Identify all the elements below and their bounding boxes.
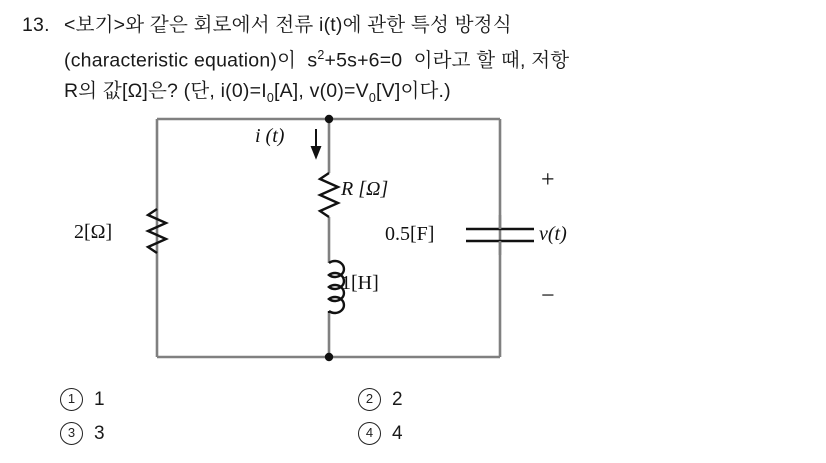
current-arrow: [312, 129, 320, 157]
question-line-2: [64, 40, 812, 76]
choice-marker-4: 4: [358, 422, 381, 445]
answer-choices: [60, 388, 760, 456]
resistor-r-label: R [Ω]: [341, 178, 389, 200]
choice-4[interactable]: [358, 422, 403, 445]
resistor-2ohm-label: 2[Ω]: [74, 221, 113, 243]
junction-dot-bottom: [325, 353, 333, 361]
choice-marker-1: 1: [60, 388, 83, 411]
choice-row-1: [60, 388, 760, 422]
polarity-plus: +: [541, 167, 555, 193]
circuit-diagram: [0, 105, 826, 380]
inductor-label: 1[H]: [341, 272, 379, 294]
capacitor-label: 0.5[F]: [385, 223, 435, 245]
resistor-r-symbol: [320, 173, 338, 217]
choice-text-4: 4: [392, 422, 403, 444]
question-text: [64, 10, 812, 112]
choice-row-2: [60, 422, 760, 456]
question-line-3-mid: [A], v(0)=V: [273, 79, 369, 102]
question-line-1: <보기>와 같은 회로에서 전류 i(t)에 관한 특성 방정식: [64, 14, 512, 36]
question-line-3-post: [V]이다.): [376, 79, 451, 102]
current-label: i (t): [255, 125, 285, 147]
choice-text-1: 1: [94, 388, 105, 410]
subscript-zero-voltage: 0: [368, 90, 376, 105]
question-number: 13.: [22, 14, 50, 36]
question-line-2-pre: (characteristic equation)이 s: [64, 49, 318, 72]
choice-marker-3: 3: [60, 422, 83, 445]
question-line-2-post: +5s+6=0 이라고 할 때, 저항: [324, 49, 570, 72]
polarity-minus: −: [541, 283, 555, 309]
choice-text-2: 2: [392, 388, 403, 410]
choice-text-3: 3: [94, 422, 105, 444]
choice-2[interactable]: [358, 388, 403, 411]
choice-1[interactable]: [60, 388, 105, 411]
choice-marker-2: 2: [358, 388, 381, 411]
choice-3[interactable]: [60, 422, 105, 445]
exponent-two: 2: [317, 48, 325, 62]
question-block: [22, 10, 812, 112]
junction-dot-top: [325, 115, 333, 123]
subscript-zero-current: 0: [266, 90, 274, 105]
voltage-label: v(t): [539, 223, 567, 245]
question-line-3-pre: R의 값[Ω]은? (단, i(0)=I: [64, 79, 267, 102]
circuit-wires: [157, 119, 500, 357]
